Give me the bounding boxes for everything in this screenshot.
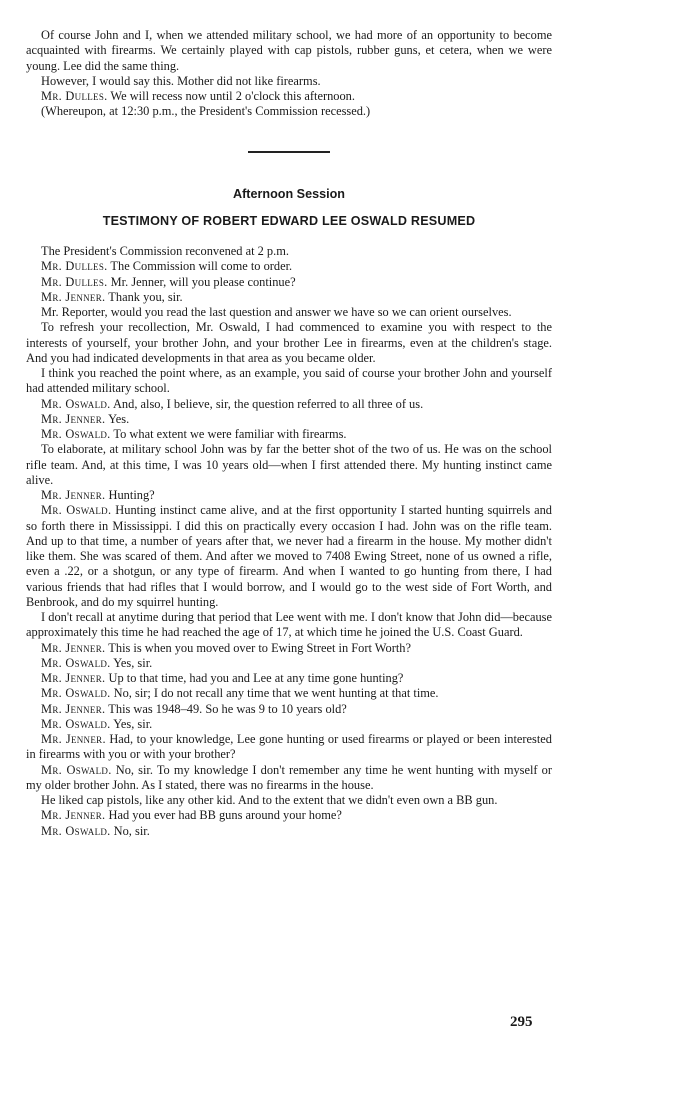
paragraph: Mr. Jenner. This is when you moved over to Ewing Street in Fort Worth?: [41, 640, 411, 655]
section-divider: [248, 151, 330, 153]
paragraph: Mr. Jenner. Hunting?: [41, 488, 155, 502]
speaker-label: Mr. Oswald.: [41, 823, 111, 838]
paragraph: Mr. Oswald. Yes, sir.: [41, 716, 153, 731]
paragraph: Mr. Oswald. And, also, I believe, sir, the question referred to all three of us.: [41, 396, 424, 411]
paragraph: Mr. Jenner. This was 1948–49. So he was 9 to 10 years old?: [41, 701, 347, 716]
speaker-label: Mr. Oswald.: [41, 396, 111, 411]
speaker-label: Mr. Oswald.: [41, 655, 111, 670]
paragraph: Mr. Oswald. No, sir.: [41, 823, 150, 838]
paragraph: Mr. Jenner. Up to that time, had you and Lee at any time gone hunting?: [41, 671, 404, 685]
speaker-label: Mr. Oswald.: [41, 686, 111, 701]
speaker-label: Mr. Oswald.: [41, 503, 112, 518]
speaker-label: Mr. Oswald.: [41, 716, 111, 731]
paragraph: Mr. Jenner. Had, to your knowledge, Lee gone hunting or used firearms or played or been interested in firearms with you or with your brother?: [26, 732, 552, 762]
paragraph: I don't recall at anytime during that period that Lee went with me. I don't know that John did—because approximately this time he had reached the age of 17, at which time he joined the U.S. Coast Guard.: [26, 610, 552, 640]
page-number: 295: [510, 1014, 533, 1030]
speaker-label: Mr. Jenner.: [41, 289, 106, 304]
speaker-label: Mr. Jenner.: [41, 732, 106, 746]
speaker-label: Mr. Jenner.: [41, 411, 106, 426]
paragraph: Mr. Jenner. Had you ever had BB guns around your home?: [41, 808, 342, 823]
paragraph: Mr. Oswald. No, sir; I do not recall any time that we went hunting at that time.: [41, 686, 439, 701]
paragraph: Mr. Oswald. To what extent we were familiar with firearms.: [41, 427, 347, 441]
speaker-label: Mr. Jenner.: [41, 808, 106, 823]
testimony-heading: TESTIMONY OF ROBERT EDWARD LEE OSWALD RESUMED: [102, 213, 476, 228]
paragraph: Mr. Oswald. Yes, sir.: [41, 655, 153, 670]
speaker-label: Mr. Jenner.: [41, 640, 106, 655]
paragraph: Mr. Jenner. Thank you, sir.: [41, 289, 183, 304]
paragraph: Mr. Jenner. Yes.: [41, 411, 130, 426]
paragraph: Mr. Oswald. No, sir. To my knowledge I don't remember any time he went hunting with myself or my older brother John. As I stated, there was no firearms in the house.: [26, 762, 553, 792]
session-title: Afternoon Session: [233, 186, 345, 201]
paragraph: To elaborate, at military school John was by far the better shot of the two of us. He was on the school rifle team. And, at this time, I was 10 years old—when I first attended there. My hunting instinct came alive.: [26, 442, 552, 487]
paragraph: Mr. Oswald. Hunting instinct came alive, and at the first opportunity I started hunting squirrels and so forth there in Mississippi. I did this on practically every occasion I had. John was on the rifle team. And up to that time, a number of years after that, we never had a firearm in the house. My mother didn't like them. She was scared of them. And after we moved to 7408 Ewing Street, none of us owned a rifle, even a .22, or a shotgun, or any type of firearm. And when I wanted to go hunting from there, I had various friends that had rifles that I would borrow, and I would go to the west side of Fort Worth, and Benbrook, and do my squirrel hunting.: [26, 503, 553, 609]
paragraph: I think you reached the point where, as an example, you said of course your brother John and yourself had attended military school.: [26, 366, 552, 396]
speaker-label: Mr. Jenner.: [41, 671, 106, 685]
speaker-label: Mr. Oswald.: [41, 762, 112, 777]
speaker-label: Mr. Oswald.: [41, 427, 111, 441]
paragraph: He liked cap pistols, like any other kid. And to the extent that we didn't even own a BB gun.: [41, 793, 498, 807]
paragraph: Mr. Dulles. We will recess now until 2 o'clock this afternoon.: [41, 89, 355, 103]
speaker-label: Mr. Dulles.: [41, 89, 108, 103]
document-page: [26, 28, 552, 839]
speaker-label: Mr. Dulles.: [41, 259, 108, 274]
speaker-label: Mr. Jenner.: [41, 488, 106, 502]
paragraph: (Whereupon, at 12:30 p.m., the President's Commission recessed.): [41, 104, 371, 119]
paragraph: Mr. Reporter, would you read the last question and answer we have so we can orient ourselves.: [41, 305, 512, 319]
paragraph: The President's Commission reconvened at 2 p.m.: [41, 244, 289, 258]
paragraph: However, I would say this. Mother did not like firearms.: [41, 73, 321, 88]
paragraph: Mr. Dulles. Mr. Jenner, will you please continue?: [41, 274, 296, 289]
paragraph: Mr. Dulles. The Commission will come to order.: [41, 259, 293, 274]
opening-section: [26, 28, 552, 120]
speaker-label: Mr. Jenner.: [41, 701, 106, 716]
speaker-label: Mr. Dulles.: [41, 274, 108, 289]
paragraph: Of course John and I, when we attended military school, we had more of an opportunity to become acquainted with firearms. We certainly played with cap pistols, rubber guns, et cetera, when we were young. Lee did the same thing.: [26, 28, 552, 73]
testimony-body: [26, 244, 552, 839]
paragraph: To refresh your recollection, Mr. Oswald, I had commenced to examine you with respect to the interests of yourself, your brother John, and your brother Lee in firearms, even at the children's stage. And you had indicated developments in that area as you became older.: [26, 320, 552, 365]
